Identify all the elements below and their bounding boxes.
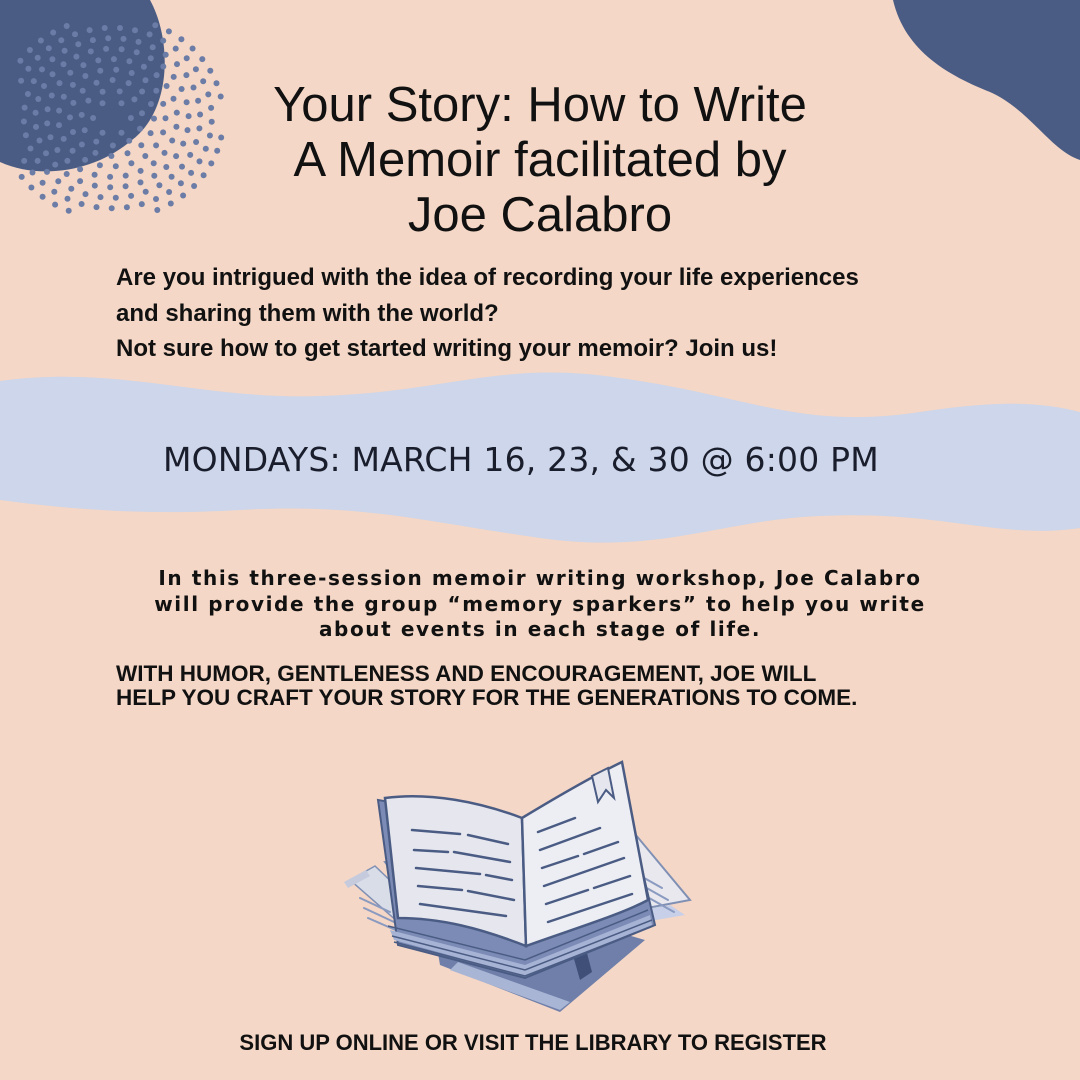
decorative-dot — [56, 122, 62, 128]
title-line: A Memoir facilitated by — [293, 133, 787, 187]
decorative-dot — [65, 196, 71, 202]
decorative-dot — [73, 54, 79, 60]
decorative-dot — [82, 127, 88, 133]
decorative-dot — [35, 55, 41, 61]
decorative-dot — [138, 168, 144, 174]
decorative-dot — [199, 56, 205, 62]
register-call-to-action: SIGN UP ONLINE OR VISIT THE LIBRARY TO REGISTER — [239, 1030, 827, 1055]
decorative-dot — [150, 44, 156, 50]
decorative-dot — [94, 204, 100, 210]
decorative-dot — [85, 98, 91, 104]
intro-line: Are you intrigued with the idea of recording your life experiences — [116, 264, 859, 291]
decorative-dot — [178, 36, 184, 42]
decorative-dot — [21, 119, 27, 125]
decorative-dot — [57, 80, 63, 86]
decorative-dot — [134, 49, 140, 55]
decorative-dot — [151, 160, 157, 166]
decorative-dot — [108, 153, 114, 159]
decorative-dot — [46, 45, 52, 51]
description-line: In this three-session memoir writing workshop, Joe Calabro — [158, 566, 922, 590]
decorative-dot — [148, 130, 154, 136]
decorative-dot — [143, 77, 149, 83]
decorative-dot — [125, 150, 131, 156]
decorative-dot — [90, 115, 96, 121]
decorative-dot — [64, 23, 70, 29]
decorative-dot — [139, 110, 145, 116]
navy-blob-top-right — [893, 0, 1080, 160]
closing-line: HELP YOU CRAFT YOUR STORY FOR THE GENERATIONS TO COME. — [116, 685, 858, 710]
decorative-dot — [48, 134, 54, 140]
decorative-dot — [121, 36, 127, 42]
decorative-dot — [70, 148, 76, 154]
decorative-dot — [207, 68, 213, 74]
event-title — [160, 78, 920, 243]
decorative-dot — [154, 72, 160, 78]
decorative-dot — [61, 136, 67, 142]
decorative-dot — [153, 196, 159, 202]
decorative-dot — [147, 31, 153, 37]
decorative-dot — [21, 158, 27, 164]
decorative-dot — [141, 64, 147, 70]
decorative-dot — [119, 130, 125, 136]
decorative-dot — [153, 142, 159, 148]
decorative-dot — [70, 129, 76, 135]
decorative-dot — [66, 208, 72, 214]
intro-line: Not sure how to get started writing your memoir? Join us! — [116, 335, 778, 362]
decorative-dot — [80, 62, 86, 68]
decorative-dot — [61, 94, 67, 100]
closing-text — [116, 662, 996, 710]
decorative-dot — [92, 172, 98, 178]
decorative-dot — [35, 96, 41, 102]
decorative-dot — [67, 114, 73, 120]
decorative-dot — [102, 25, 108, 31]
decorative-dot — [54, 147, 60, 153]
decorative-dot — [50, 30, 56, 36]
decorative-dot — [131, 96, 137, 102]
decorative-dot — [184, 55, 190, 61]
decorative-dot — [64, 171, 70, 177]
decorative-dot — [93, 139, 99, 145]
decorative-dot — [61, 61, 67, 67]
decorative-dot — [33, 124, 39, 130]
decorative-dot — [28, 146, 34, 152]
decorative-dot — [50, 71, 56, 77]
intro-text — [116, 260, 1016, 367]
decorative-dot — [33, 110, 39, 116]
decorative-dot — [126, 58, 132, 64]
decorative-dot — [100, 100, 106, 106]
decorative-dot — [37, 138, 43, 144]
decorative-dot — [67, 70, 73, 76]
decorative-dot — [148, 101, 154, 107]
decorative-dot — [138, 142, 144, 148]
decorative-dot — [23, 132, 29, 138]
decorative-dot — [124, 204, 130, 210]
decorative-dot — [70, 100, 76, 106]
decorative-dot — [79, 201, 85, 207]
decorative-dot — [151, 116, 157, 122]
decorative-dot — [103, 46, 109, 52]
decorative-dot — [138, 179, 144, 185]
decorative-dot — [88, 48, 94, 54]
decorative-dot — [31, 78, 37, 84]
decorative-dot — [45, 106, 51, 112]
decorative-dot — [110, 143, 116, 149]
decorative-dot — [39, 66, 45, 72]
decorative-dot — [44, 120, 50, 126]
decorative-dot — [49, 93, 55, 99]
decorative-dot — [160, 38, 166, 44]
decorative-dot — [137, 126, 143, 132]
decorative-dot — [27, 47, 33, 53]
decorative-dot — [100, 89, 106, 95]
decorative-dot — [160, 64, 166, 70]
decorative-dot — [128, 115, 134, 121]
decorative-dot — [18, 78, 24, 84]
decorative-dot — [98, 194, 104, 200]
decorative-dot — [152, 22, 158, 28]
decorative-dot — [97, 68, 103, 74]
decorative-dot — [22, 105, 28, 111]
decorative-dot — [166, 28, 172, 34]
decorative-dot — [151, 173, 157, 179]
decorative-dot — [128, 160, 134, 166]
decorative-dot — [79, 142, 85, 148]
decorative-dot — [17, 58, 23, 64]
decorative-dot — [132, 27, 138, 33]
decorative-dot — [64, 158, 70, 164]
decorative-dot — [75, 41, 81, 47]
decorative-dot — [70, 82, 76, 88]
decorative-dot — [128, 193, 134, 199]
decorative-dot — [117, 25, 123, 31]
decorative-dot — [41, 83, 47, 89]
decorative-dot — [174, 61, 180, 67]
decorative-dot — [139, 89, 145, 95]
decorative-dot — [62, 48, 68, 54]
decorative-dot — [40, 180, 46, 186]
decorative-dot — [52, 162, 58, 168]
decorative-dot — [19, 174, 25, 180]
decorative-dot — [109, 205, 115, 211]
decorative-dot — [113, 67, 119, 73]
intro-line: and sharing them with the world? — [116, 299, 499, 327]
decorative-dot — [90, 37, 96, 43]
description-text — [120, 566, 960, 643]
decorative-dot — [35, 158, 41, 164]
decorative-dot — [126, 138, 132, 144]
decorative-dot — [110, 77, 116, 83]
decorative-dot — [43, 150, 49, 156]
decorative-dot — [30, 170, 36, 176]
decorative-dot — [72, 31, 78, 37]
decorative-dot — [49, 56, 55, 62]
decorative-dot — [80, 88, 86, 94]
decorative-dot — [28, 185, 34, 191]
decorative-dot — [25, 66, 31, 72]
closing-line: WITH HUMOR, GENTLENESS AND ENCOURAGEMENT, JOE WILL — [116, 661, 817, 686]
open-book-icon — [330, 740, 700, 1030]
description-line: about events in each stage of life. — [318, 617, 762, 641]
decorative-dot — [153, 88, 159, 94]
decorative-dot — [139, 201, 145, 207]
decorative-dot — [94, 80, 100, 86]
decorative-dot — [119, 100, 125, 106]
decorative-dot — [105, 35, 111, 41]
description-line: will provide the group “memory sparkers” to help you write — [154, 591, 926, 616]
decorative-dot — [113, 163, 119, 169]
decorative-dot — [190, 46, 196, 52]
decorative-dot — [119, 46, 125, 52]
decorative-dot — [82, 157, 88, 163]
decorative-dot — [40, 194, 46, 200]
decorative-dot — [51, 189, 57, 195]
decorative-dot — [123, 173, 129, 179]
decorative-dot — [44, 169, 50, 175]
title-line: Joe Calabro — [407, 188, 673, 242]
decorative-dot — [92, 150, 98, 156]
title-line: Your Story: How to Write — [273, 78, 807, 132]
decorative-dot — [100, 130, 106, 136]
decorative-dot — [148, 55, 154, 61]
decorative-dot — [83, 191, 89, 197]
decorative-dot — [82, 73, 88, 79]
decorative-dot — [52, 202, 58, 208]
decorative-dot — [113, 195, 119, 201]
decorative-dot — [123, 183, 129, 189]
decorative-dot — [173, 46, 179, 52]
decorative-dot — [163, 52, 169, 58]
decorative-dot — [97, 162, 103, 168]
decorative-dot — [95, 57, 101, 63]
decorative-dot — [58, 37, 64, 43]
decorative-dot — [56, 108, 62, 114]
decorative-dot — [136, 39, 142, 45]
decorative-dot — [126, 80, 132, 86]
decorative-dot — [107, 174, 113, 180]
decorative-dot — [79, 112, 85, 118]
decorative-dot — [129, 70, 135, 76]
decorative-dot — [87, 27, 93, 33]
decorative-dot — [68, 186, 74, 192]
schedule-text: MONDAYS: MARCH 16, 23, & 30 @ 6:00 PM — [163, 440, 879, 479]
decorative-dot — [111, 56, 117, 62]
decorative-dot — [142, 153, 148, 159]
decorative-dot — [143, 189, 149, 195]
decorative-dot — [25, 91, 31, 97]
decorative-dot — [92, 183, 98, 189]
decorative-dot — [77, 178, 83, 184]
decorative-dot — [55, 178, 61, 184]
decorative-dot — [38, 38, 44, 44]
decorative-dot — [117, 88, 123, 94]
decorative-dot — [107, 184, 113, 190]
decorative-dot — [77, 166, 83, 172]
decorative-dot — [193, 66, 199, 72]
